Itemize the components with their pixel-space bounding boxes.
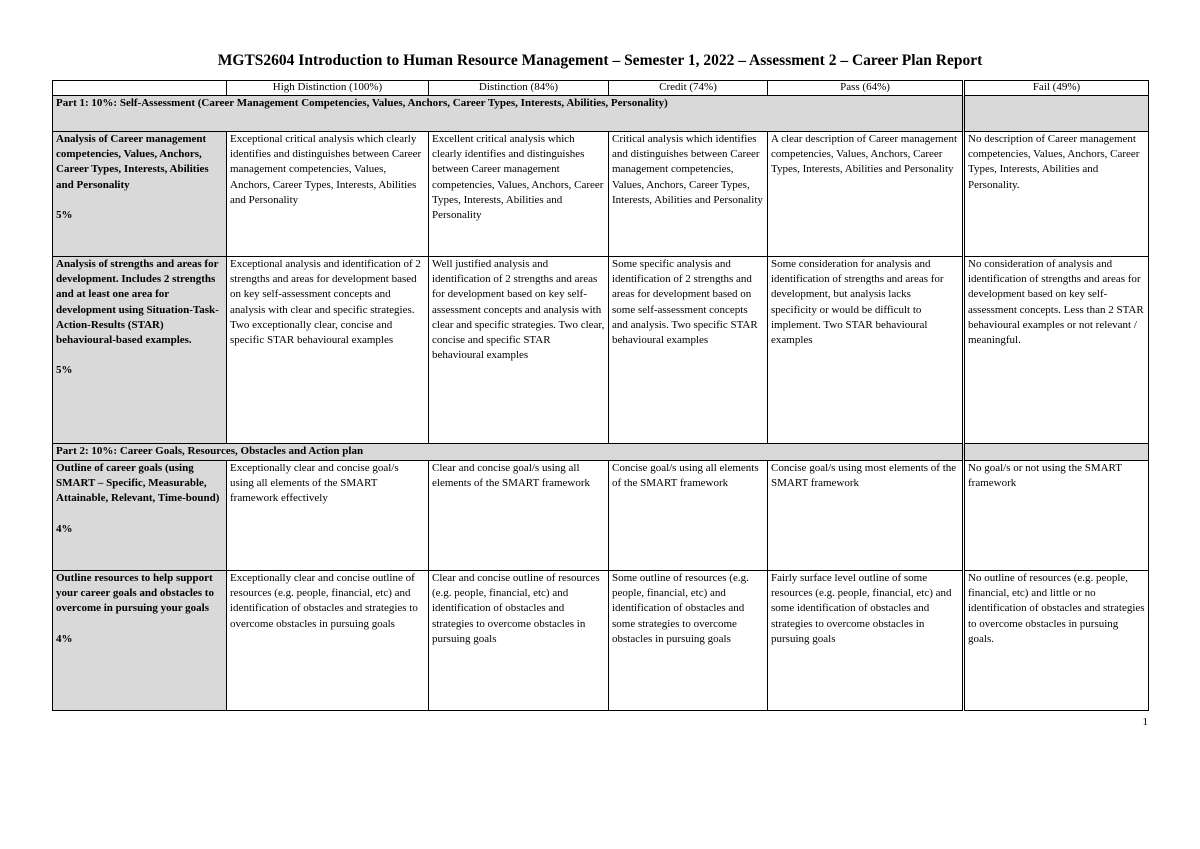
descriptor-d: Clear and concise goal/s using all elements of the SMART framework bbox=[429, 461, 609, 571]
criterion-cell bbox=[53, 132, 227, 257]
grade-header-d: Distinction (84%) bbox=[429, 81, 609, 96]
grade-header-hd: High Distinction (100%) bbox=[227, 81, 429, 96]
descriptor-d: Clear and concise outline of resources (e.g. people, financial, etc) and identification of obstacles and strategies to overcome obstacles in pursuing goals bbox=[429, 571, 609, 711]
descriptor-fail: No goal/s or not using the SMART framework bbox=[964, 461, 1149, 571]
rubric-row bbox=[53, 461, 1149, 571]
part-heading-blank-cell bbox=[964, 96, 1149, 132]
descriptor-fail: No description of Career management competencies, Values, Anchors, Career Types, Interests, Abilities and Personality. bbox=[964, 132, 1149, 257]
document-title: MGTS2604 Introduction to Human Resource Management – Semester 1, 2022 – Assessment 2 – Career Plan Report bbox=[217, 52, 983, 69]
descriptor-hd: Exceptional critical analysis which clearly identifies and distinguishes between Career management competencies, Values, Anchors, Career Types, Interests, Abilities and Personality bbox=[227, 132, 429, 257]
descriptor-hd: Exceptionally clear and concise goal/s using all elements of the SMART framework effectively bbox=[227, 461, 429, 571]
criterion-weight: 5% bbox=[56, 208, 73, 221]
descriptor-pass: A clear description of Career management competencies, Values, Anchors, Career Types, Interests, Abilities and Personality bbox=[768, 132, 964, 257]
criterion-weight: 5% bbox=[56, 364, 73, 377]
grade-header-pass: Pass (64%) bbox=[768, 81, 964, 96]
descriptor-credit: Concise goal/s using all elements of the SMART framework bbox=[609, 461, 768, 571]
descriptor-credit: Critical analysis which identifies and distinguishes between Career management competencies, Values, Anchors, Career Types, Interests, Abilities and Personality bbox=[609, 132, 768, 257]
part-heading: Part 1: 10%: Self-Assessment (Career Management Competencies, Values, Anchors, Career Types, Interests, Abilities, Personality) bbox=[53, 96, 964, 132]
grade-header-fail: Fail (49%) bbox=[964, 81, 1149, 96]
criterion-cell bbox=[53, 461, 227, 571]
descriptor-pass: Concise goal/s using most elements of the SMART framework bbox=[768, 461, 964, 571]
criterion-cell bbox=[53, 571, 227, 711]
descriptor-hd: Exceptionally clear and concise outline of resources (e.g. people, financial, etc) and identification of obstacles and strategies to overcome obstacles in pursuing goals bbox=[227, 571, 429, 711]
descriptor-hd: Exceptional analysis and identification of 2 strengths and areas for development based on key self-assessment concepts and analysis with clear and specific strategies. Two exceptionally clear, concise and specific STAR behavioural examples bbox=[227, 257, 429, 444]
criterion-name: Analysis of Career management competencies, Values, Anchors, Career Types, Interests, Abilities and Personality bbox=[56, 133, 209, 191]
descriptor-fail: No outline of resources (e.g. people, financial, etc) and little or no identification of obstacles and strategies to overcome obstacles in pursuing goals. bbox=[964, 571, 1149, 711]
criterion-name: Analysis of strengths and areas for development. Includes 2 strengths and at least one area for development using Situation-Task-Action-Results (STAR) behavioural-based examples. bbox=[56, 258, 219, 347]
descriptor-d: Well justified analysis and identification of 2 strengths and areas for development based on key self-assessment concepts and analysis with clear and specific strategies. Two clear, concise and specific STAR behavioural examples bbox=[429, 257, 609, 444]
descriptor-credit: Some outline of resources (e.g. people, financial, etc) and identification of obstacles and some strategies to overcome obstacles in pursuing goals bbox=[609, 571, 768, 711]
grade-header-row bbox=[53, 81, 1149, 96]
rubric-row bbox=[53, 257, 1149, 444]
grade-header-credit: Credit (74%) bbox=[609, 81, 768, 96]
rubric-row bbox=[53, 132, 1149, 257]
part-heading-row bbox=[53, 444, 1149, 461]
criterion-weight: 4% bbox=[56, 522, 73, 535]
header-blank-cell bbox=[53, 81, 227, 96]
rubric-table bbox=[52, 80, 1149, 711]
criterion-cell bbox=[53, 257, 227, 444]
part-heading-blank-cell bbox=[964, 444, 1149, 461]
rubric-row bbox=[53, 571, 1149, 711]
descriptor-pass: Fairly surface level outline of some resources (e.g. people, financial, etc) and some identification of obstacles and strategies to overcome obstacles in pursuing goals bbox=[768, 571, 964, 711]
page-number: 1 bbox=[1142, 716, 1148, 728]
criterion-name: Outline resources to help support your career goals and obstacles to overcome in pursuing your goals bbox=[56, 572, 214, 615]
part-heading-row bbox=[53, 96, 1149, 132]
part-heading: Part 2: 10%: Career Goals, Resources, Obstacles and Action plan bbox=[53, 444, 964, 461]
criterion-weight: 4% bbox=[56, 632, 73, 645]
descriptor-pass: Some consideration for analysis and identification of strengths and areas for development, but analysis lacks specificity or would be difficult to implement. Two STAR behavioural examples bbox=[768, 257, 964, 444]
criterion-name: Outline of career goals (using SMART – Specific, Measurable, Attainable, Relevant, Time-bound) bbox=[56, 462, 220, 505]
descriptor-fail: No consideration of analysis and identification of strengths and areas for development based on key self-assessment concepts. Less than 2 STAR behavioural examples or not relevant / meaningful. bbox=[964, 257, 1149, 444]
descriptor-credit: Some specific analysis and identification of 2 strengths and areas for development based on some self-assessment concepts and analysis. Two specific STAR behavioural examples bbox=[609, 257, 768, 444]
descriptor-d: Excellent critical analysis which clearly identifies and distinguishes between Career management competencies, Values, Anchors, Career Types, Interests, Abilities and Personality bbox=[429, 132, 609, 257]
